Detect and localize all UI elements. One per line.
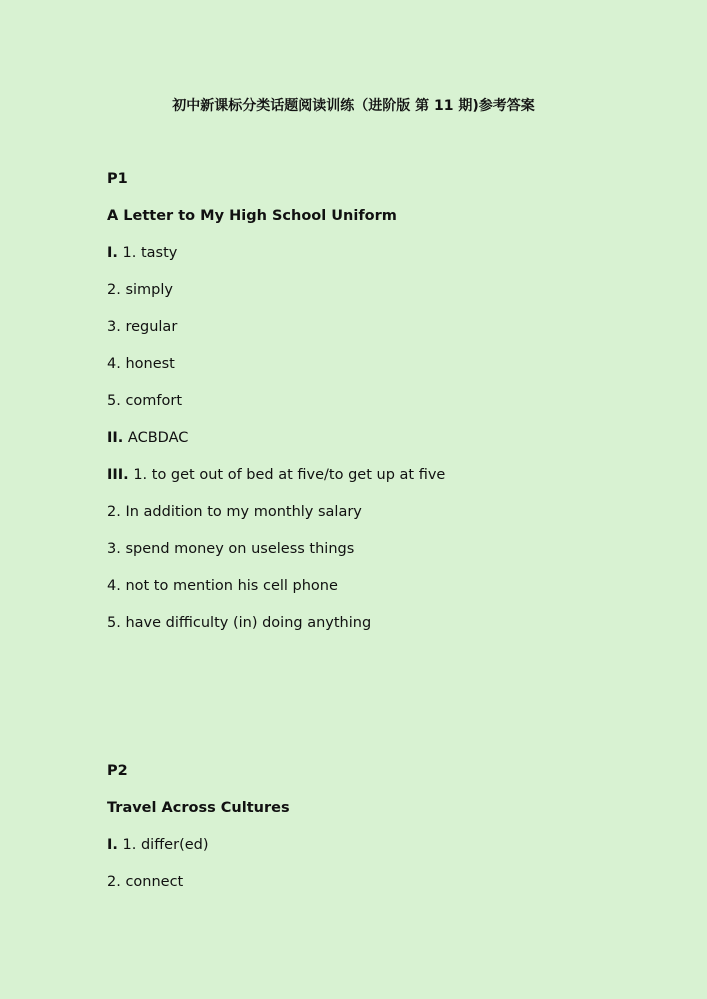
p1-part1-answer-2: 2. simply (107, 282, 173, 298)
section-label-p2: P2 (107, 763, 128, 779)
section-label-p1: P1 (107, 171, 128, 187)
p1-part3-answer-5: 5. have difficulty (in) doing anything (107, 615, 372, 631)
section-heading-p2: Travel Across Cultures (107, 800, 290, 816)
p1-part1-answer-1: 1. tasty (122, 245, 178, 261)
p1-part3-answer-2: 2. In addition to my monthly salary (107, 504, 362, 520)
p1-part3-answer-3: 3. spend money on useless things (107, 541, 355, 557)
p1-part1-numeral: I. (107, 245, 118, 261)
p1-part1-answer-5: 5. comfort (107, 393, 183, 409)
p1-part2-numeral: II. (107, 430, 124, 446)
p1-part3-line (107, 467, 445, 483)
p2-part1-answer-1: 1. differ(ed) (122, 837, 209, 853)
p1-part1-answer-3: 3. regular (107, 319, 178, 335)
p1-part2-line (107, 430, 188, 446)
p1-part2-answer: ACBDAC (127, 430, 189, 446)
p2-part1-answer-2: 2. connect (107, 874, 184, 890)
section-heading-p1: A Letter to My High School Uniform (107, 208, 397, 224)
p1-part1-answer-4: 4. honest (107, 356, 175, 372)
p1-part3-answer-4: 4. not to mention his cell phone (107, 578, 338, 594)
p1-part3-answer-1: 1. to get out of bed at five/to get up at five (133, 467, 446, 483)
p2-part1-line (107, 837, 209, 853)
p1-part1-line (107, 245, 177, 261)
document-title: 初中新课标分类话题阅读训练（进阶版 第 11 期)参考答案 (172, 98, 535, 114)
p2-part1-numeral: I. (107, 837, 118, 853)
p1-part3-numeral: III. (107, 467, 129, 483)
